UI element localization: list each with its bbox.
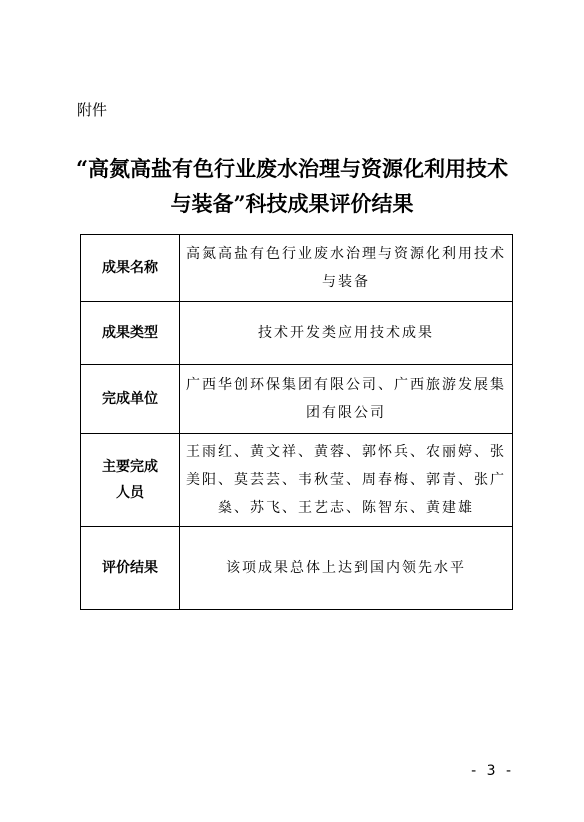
attachment-label: 附件 bbox=[77, 101, 108, 119]
main-personnel-line-1: 王雨红、黄文祥、黄蓉、郭怀兵、农丽婷、张 bbox=[186, 444, 506, 460]
achievement-name-label: 成果名称 bbox=[81, 235, 180, 302]
achievement-type-value bbox=[180, 302, 513, 365]
completing-unit-value bbox=[180, 365, 513, 434]
evaluation-result-label: 评价结果 bbox=[81, 527, 180, 610]
evaluation-result-table bbox=[80, 234, 513, 610]
main-personnel-label-line-2: 人员 bbox=[116, 485, 144, 501]
main-personnel-label bbox=[81, 434, 180, 527]
evaluation-result-line-1: 该项成果总体上达到国内领先水平 bbox=[226, 560, 466, 576]
document-title-line-1: “高氮高盐有色行业废水治理与资源化利用技术 bbox=[75, 156, 509, 181]
main-personnel-line-3: 燊、苏飞、王艺志、陈智东、黄建雄 bbox=[218, 500, 474, 516]
page-number: - 3 - bbox=[471, 763, 514, 779]
main-personnel-value bbox=[180, 434, 513, 527]
achievement-type-label: 成果类型 bbox=[81, 302, 180, 365]
table-row-achievement-type bbox=[81, 302, 513, 365]
achievement-name-line-1: 高氮高盐有色行业废水治理与资源化利用技术 bbox=[186, 246, 506, 262]
achievement-name-line-2: 与装备 bbox=[322, 274, 370, 290]
table-row-evaluation-result bbox=[81, 527, 513, 610]
completing-unit-line-1: 广西华创环保集团有限公司、广西旅游发展集 bbox=[186, 377, 506, 393]
evaluation-result-value bbox=[180, 527, 513, 610]
table-row-achievement-name bbox=[81, 235, 513, 302]
achievement-name-value bbox=[180, 235, 513, 302]
main-personnel-label-line-1: 主要完成 bbox=[102, 459, 158, 475]
table-row-completing-unit bbox=[81, 365, 513, 434]
document-title-line-2: 与装备”科技成果评价结果 bbox=[170, 191, 414, 216]
completing-unit-label: 完成单位 bbox=[81, 365, 180, 434]
main-personnel-line-2: 美阳、莫芸芸、韦秋莹、周春梅、郭青、张广 bbox=[186, 472, 506, 488]
table-row-main-personnel bbox=[81, 434, 513, 527]
achievement-type-line-1: 技术开发类应用技术成果 bbox=[258, 325, 434, 341]
completing-unit-line-2: 团有限公司 bbox=[306, 405, 386, 421]
